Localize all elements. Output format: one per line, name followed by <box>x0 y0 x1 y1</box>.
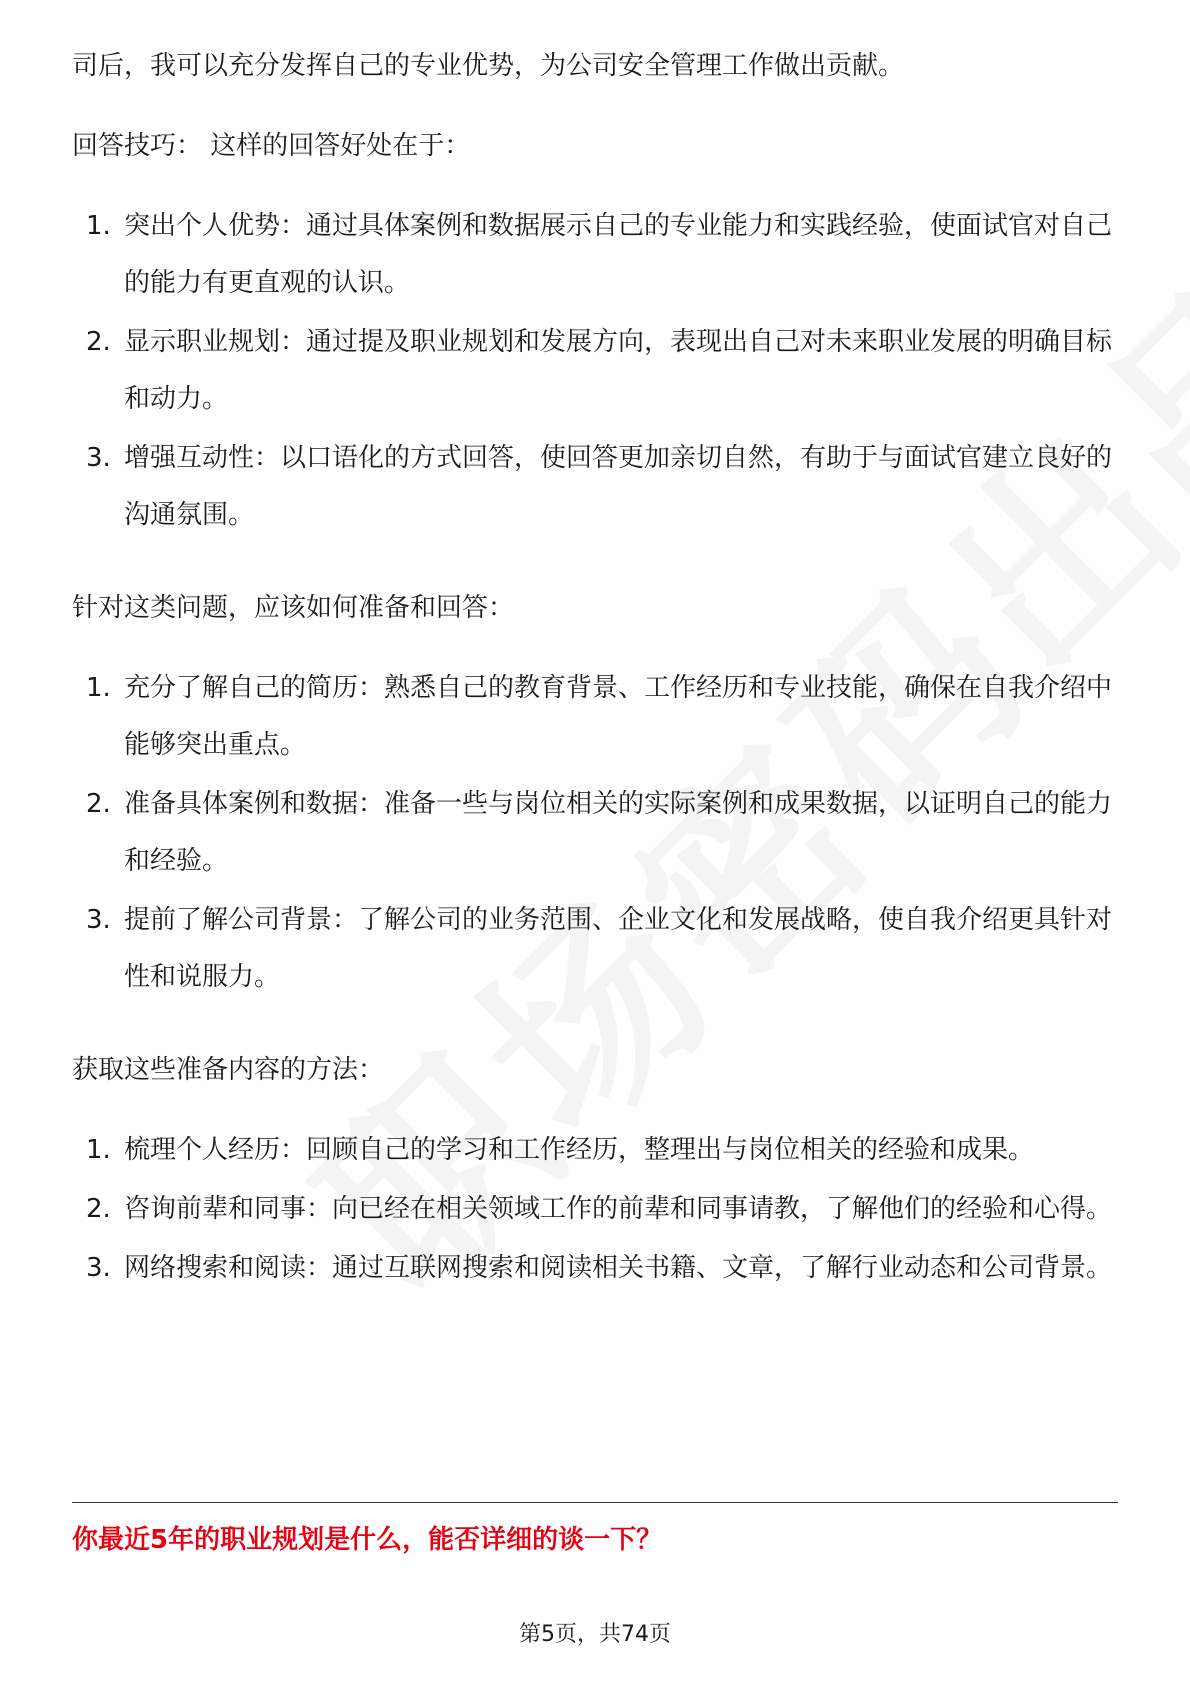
list-item <box>72 892 1118 1006</box>
list-number: 3. <box>86 1253 111 1283</box>
list-number: 3. <box>86 443 111 473</box>
list-number: 1. <box>86 673 111 703</box>
list-item <box>72 776 1118 890</box>
list-item-text: 提前了解公司背景：了解公司的业务范围、企业文化和发展战略，使自我介绍更具针对性和说服力。 <box>124 905 1113 992</box>
list-number: 2. <box>86 1194 111 1224</box>
numbered-list <box>72 660 1118 1006</box>
page-content <box>72 38 1118 1299</box>
list-number: 2. <box>86 327 111 357</box>
list-item <box>72 430 1118 544</box>
list-number: 3. <box>86 905 111 935</box>
list-item <box>72 1181 1118 1238</box>
list-number: 1. <box>86 211 111 241</box>
list-item-text: 准备具体案例和数据：准备一些与岗位相关的实际案例和成果数据，以证明自己的能力和经验。 <box>124 789 1113 876</box>
numbered-list <box>72 198 1118 544</box>
list-item <box>72 198 1118 312</box>
next-question-heading: 你最近5年的职业规划是什么，能否详细的谈一下？ <box>72 1525 663 1555</box>
list-item-text: 显示职业规划：通过提及职业规划和发展方向，表现出自己对未来职业发展的明确目标和动力。 <box>124 327 1113 414</box>
list-item <box>72 1240 1118 1297</box>
list-item <box>72 660 1118 774</box>
list-number: 1. <box>86 1135 111 1165</box>
page-number-footer: 第5页，共74页 <box>519 1622 671 1647</box>
list-item-text: 网络搜索和阅读：通过互联网搜索和阅读相关书籍、文章，了解行业动态和公司背景。 <box>124 1253 1113 1283</box>
list-item <box>72 1122 1118 1179</box>
list-number: 2. <box>86 789 111 819</box>
section-heading: 回答技巧： 这样的回答好处在于： <box>72 131 471 161</box>
list-item-text: 突出个人优势：通过具体案例和数据展示自己的专业能力和实践经验，使面试官对自己的能力有更直观的认识。 <box>124 211 1113 298</box>
numbered-list <box>72 1122 1118 1297</box>
section-divider <box>72 1502 1118 1503</box>
list-item-text: 增强互动性：以口语化的方式回答，使回答更加亲切自然，有助于与面试官建立良好的沟通氛围。 <box>124 443 1113 530</box>
list-item <box>72 314 1118 428</box>
intro-paragraph: 司后，我可以充分发挥自己的专业优势，为公司安全管理工作做出贡献。 <box>72 51 905 81</box>
list-item-text: 充分了解自己的简历：熟悉自己的教育背景、工作经历和专业技能，确保在自我介绍中能够突出重点。 <box>124 673 1113 760</box>
list-item-text: 咨询前辈和同事：向已经在相关领域工作的前辈和同事请教，了解他们的经验和心得。 <box>124 1194 1113 1224</box>
list-item-text: 梳理个人经历：回顾自己的学习和工作经历，整理出与岗位相关的经验和成果。 <box>124 1135 1035 1165</box>
section-heading: 针对这类问题，应该如何准备和回答： <box>72 593 515 623</box>
section-heading: 获取这些准备内容的方法： <box>72 1055 385 1085</box>
